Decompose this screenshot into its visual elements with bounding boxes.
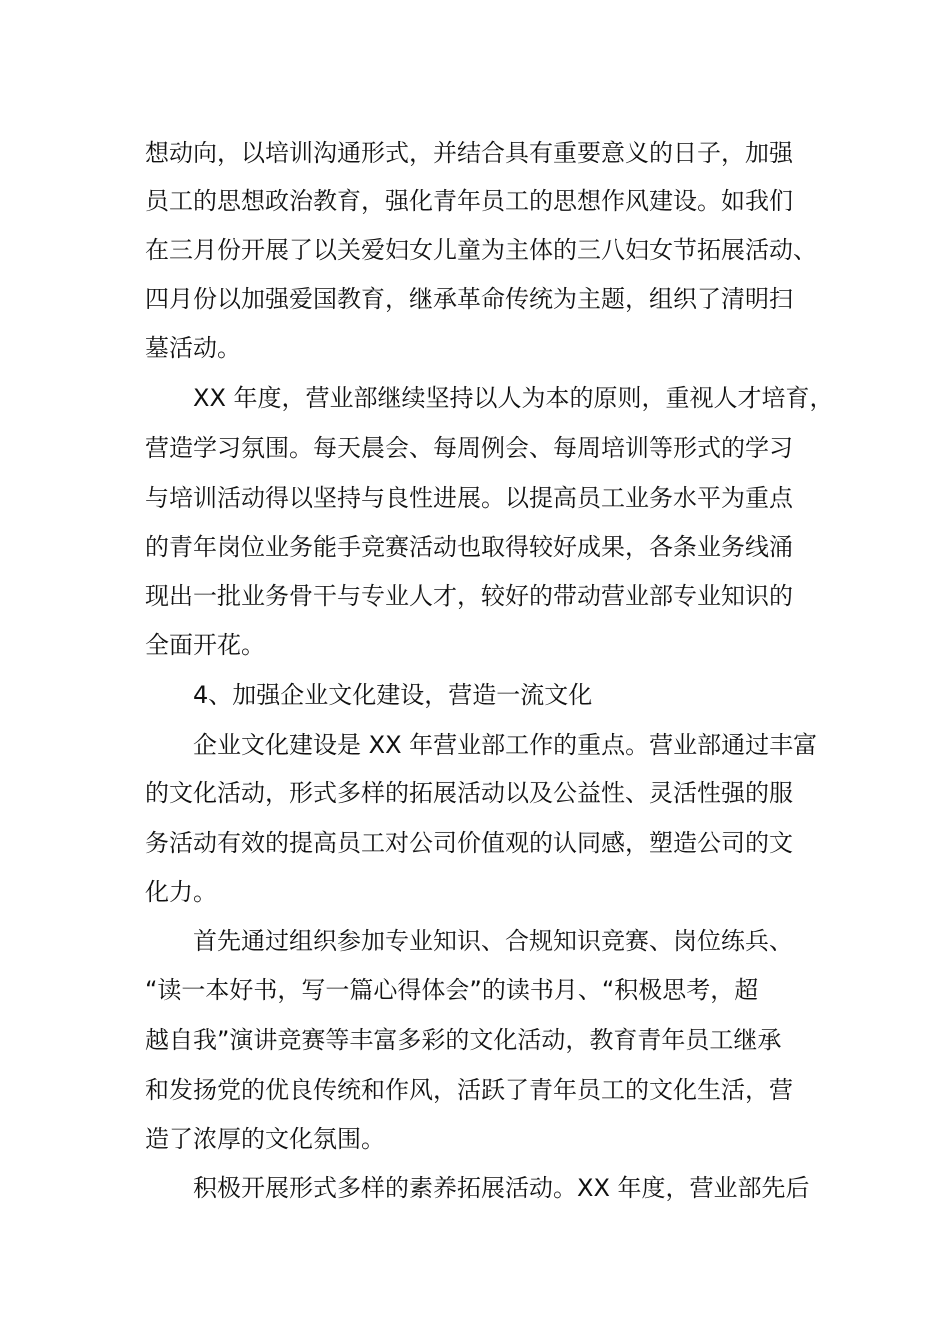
body-text-line: 营造学习氛围。每天晨会、每周例会、每周培训等形式的学习: [145, 434, 793, 462]
body-text-line: 造了浓厚的文化氛围。: [145, 1125, 385, 1153]
paragraph-first-line: XX 年度，营业部继续坚持以人为本的原则，重视人才培育，: [193, 384, 834, 412]
body-text-line: 墓活动。: [145, 334, 241, 362]
body-text-line: 全面开花。: [145, 631, 265, 659]
paragraph-first-line: 积极开展形式多样的素养拓展活动。XX 年度，营业部先后: [193, 1174, 810, 1202]
body-text-line: 越自我”演讲竞赛等丰富多彩的文化活动，教育青年员工继承: [145, 1026, 782, 1054]
body-text-line: 的青年岗位业务能手竞赛活动也取得较好成果，各条业务线涌: [145, 533, 793, 561]
paragraph-first-line: 首先通过组织参加专业知识、合规知识竞赛、岗位练兵、: [193, 927, 793, 955]
body-text-line: 务活动有效的提高员工对公司价值观的认同感，塑造公司的文: [145, 829, 793, 857]
section-heading: 4、加强企业文化建设，营造一流文化: [193, 681, 593, 709]
body-text-line: 想动向，以培训沟通形式，并结合具有重要意义的日子，加强: [145, 139, 793, 167]
body-text-line: 四月份以加强爱国教育，继承革命传统为主题，组织了清明扫: [145, 285, 793, 313]
body-text-line: 在三月份开展了以关爱妇女儿童为主体的三八妇女节拓展活动、: [145, 236, 817, 264]
body-text-line: 的文化活动，形式多样的拓展活动以及公益性、灵活性强的服: [145, 779, 793, 807]
body-text-line: 现出一批业务骨干与专业人才，较好的带动营业部专业知识的: [145, 582, 793, 610]
body-text-line: 和发扬党的优良传统和作风，活跃了青年员工的文化生活，营: [145, 1076, 793, 1104]
body-text-line: 化力。: [145, 878, 217, 906]
body-text-line: 与培训活动得以坚持与良性进展。以提高员工业务水平为重点: [145, 484, 793, 512]
body-text-line: 员工的思想政治教育，强化青年员工的思想作风建设。如我们: [145, 187, 793, 215]
body-text-line: “读一本好书，写一篇心得体会”的读书月、“积极思考，超: [145, 976, 759, 1004]
paragraph-first-line: 企业文化建设是 XX 年营业部工作的重点。营业部通过丰富: [193, 731, 818, 759]
